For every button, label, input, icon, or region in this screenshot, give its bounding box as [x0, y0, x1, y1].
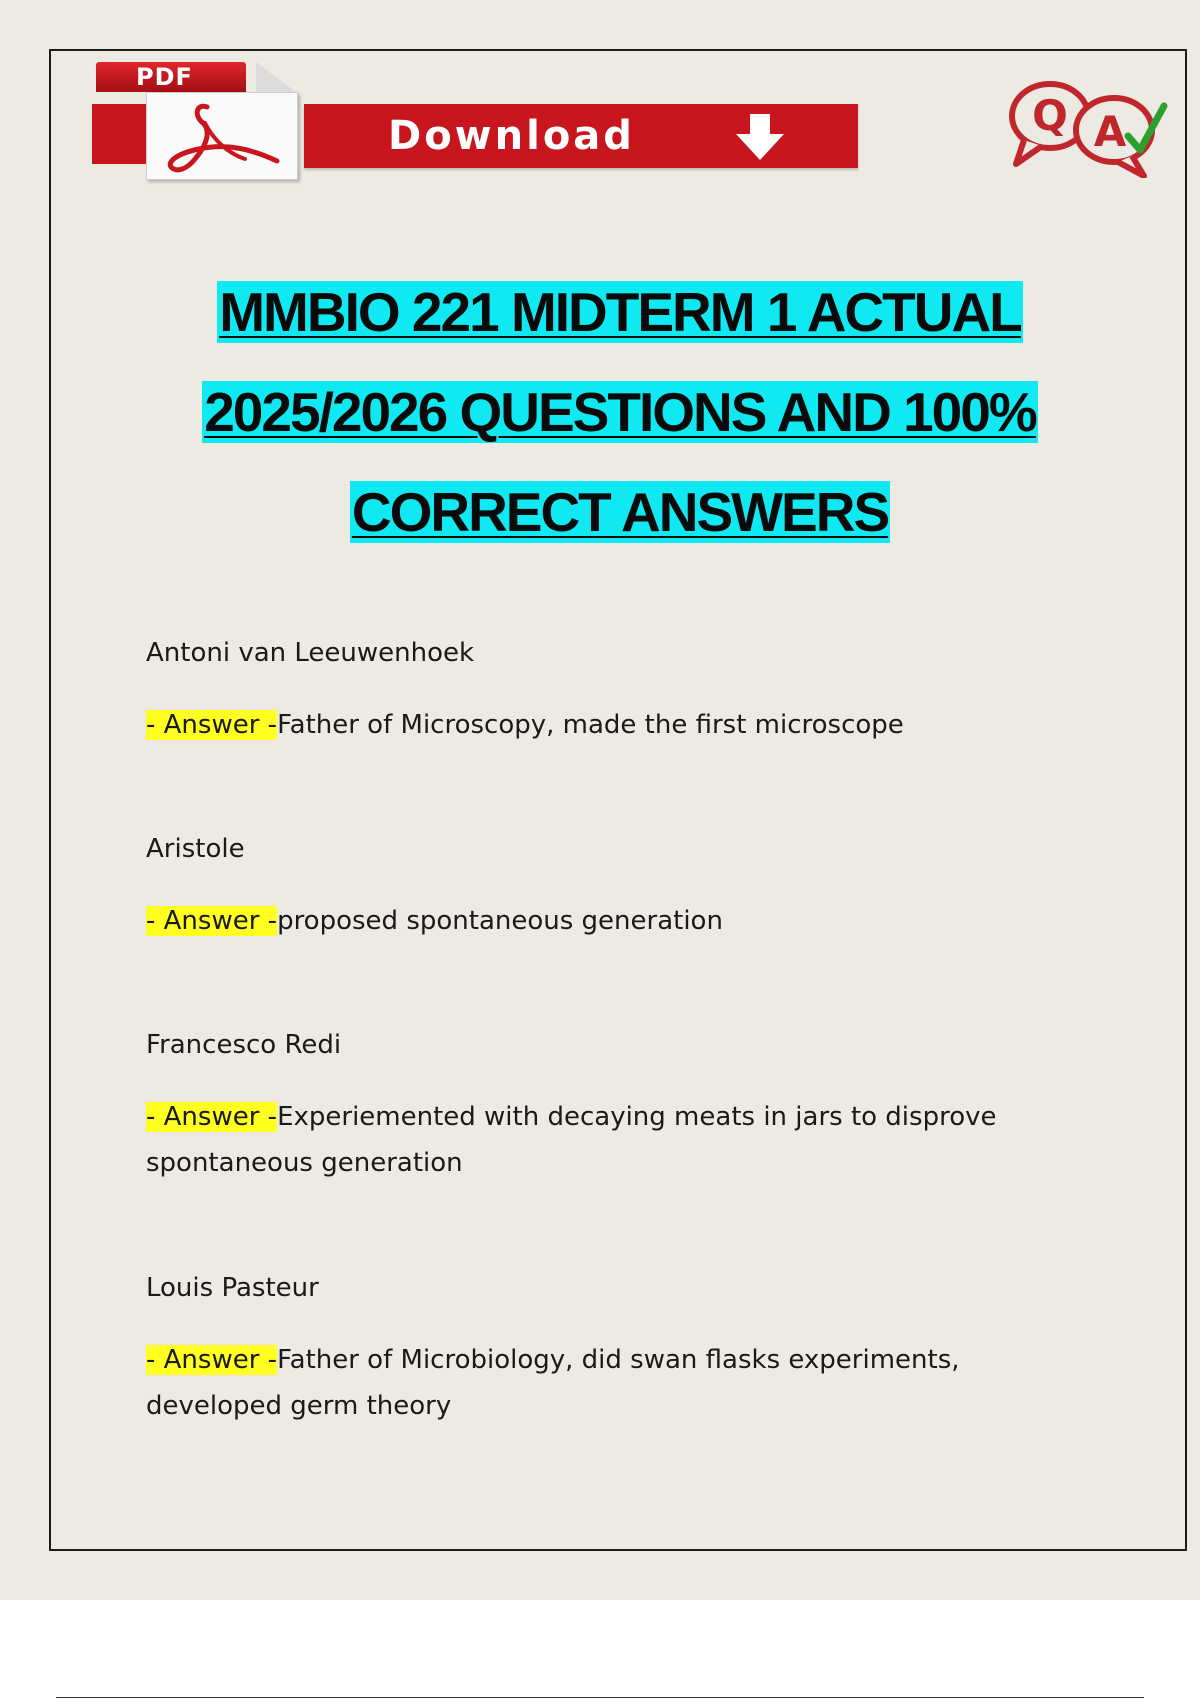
answer-text [146, 898, 1086, 944]
footer-divider [56, 1697, 1144, 1698]
question-text: Francesco Redi [146, 1030, 342, 1060]
banner-red-block [92, 104, 148, 164]
qa-item [146, 1028, 1086, 1186]
qa-item [146, 636, 1086, 748]
download-label: Download [388, 113, 635, 159]
answer-body: Father of Microbiology, did swan flasks experiments, developed germ theory [146, 1345, 960, 1421]
title-line: CORRECT ANSWERS [351, 481, 889, 543]
question-text: Aristole [146, 834, 245, 864]
download-button[interactable] [304, 104, 858, 168]
document-title [100, 262, 1140, 562]
qa-a-letter: A [1093, 107, 1127, 156]
download-banner[interactable] [92, 58, 858, 180]
answer-prefix: - Answer - [146, 1345, 278, 1375]
page-fold-icon [256, 62, 296, 100]
answer-prefix: - Answer - [146, 1102, 278, 1132]
answer-prefix: - Answer - [146, 710, 278, 740]
answer-body: Experiemented with decaying meats in jars to disprove spontaneous generation [146, 1102, 997, 1178]
answer-body: proposed spontaneous generation [277, 906, 723, 936]
title-line: 2025/2026 QUESTIONS AND 100% [204, 381, 1036, 443]
answer-text [146, 1094, 1086, 1186]
qa-q-letter: Q [1032, 91, 1068, 140]
answer-body: Father of Microscopy, made the first microscope [277, 710, 904, 740]
pdf-label: PDF [96, 62, 246, 92]
answer-prefix: - Answer - [146, 906, 278, 936]
answer-text [146, 1337, 1086, 1429]
qa-item [146, 832, 1086, 944]
qa-speech-bubbles-icon [1006, 78, 1170, 178]
adobe-pdf-icon [146, 92, 298, 180]
title-line: MMBIO 221 MIDTERM 1 ACTUAL [219, 281, 1021, 343]
question-text: Antoni van Leeuwenhoek [146, 638, 475, 668]
answer-text [146, 702, 1086, 748]
qa-item [146, 1271, 1086, 1429]
question-text: Louis Pasteur [146, 1273, 319, 1303]
download-arrow-icon [734, 114, 786, 160]
